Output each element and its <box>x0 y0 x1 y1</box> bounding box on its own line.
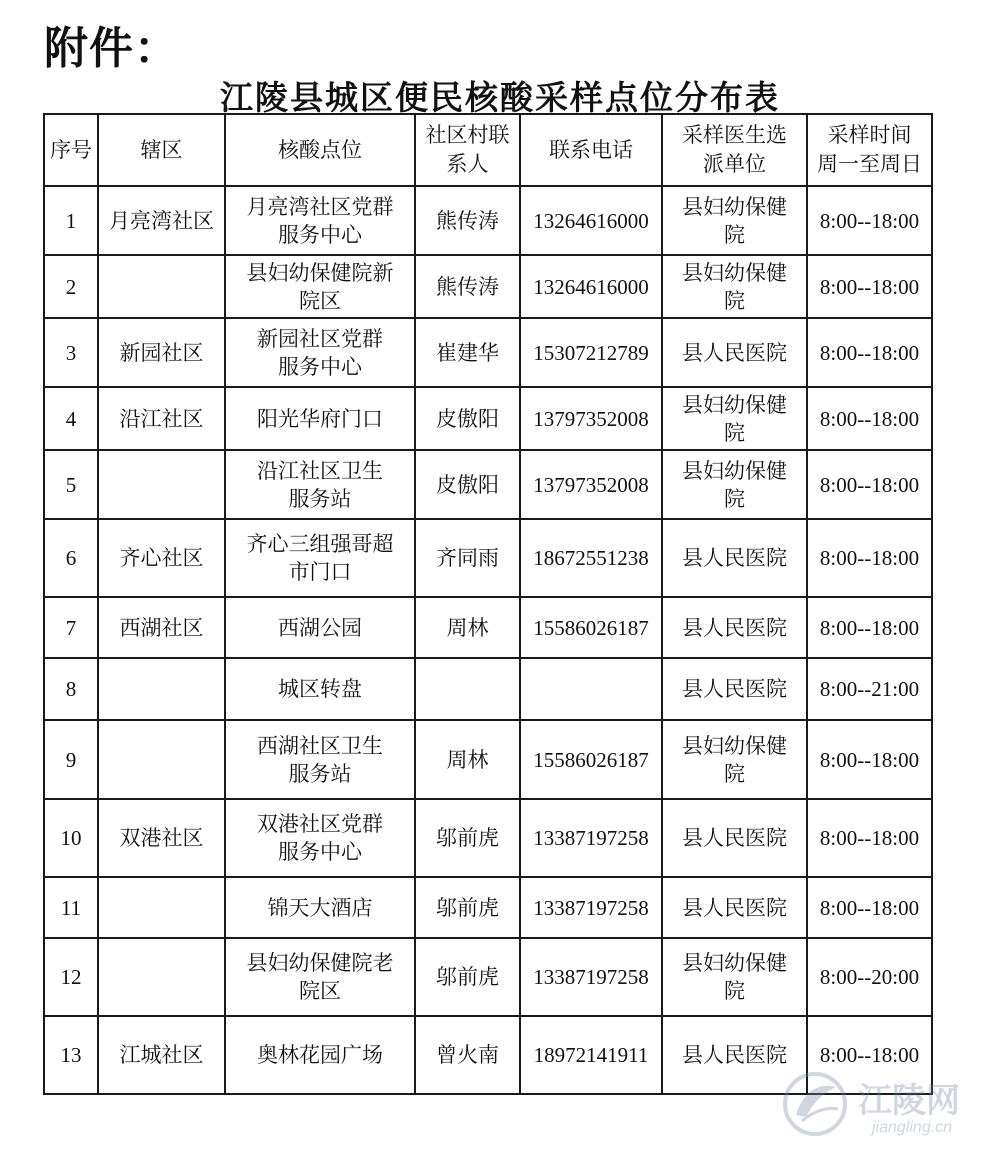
cell-district: 江城社区 <box>98 1016 225 1094</box>
cell-phone: 15586026187 <box>520 720 662 799</box>
cell-district <box>98 720 225 799</box>
table-row <box>44 720 932 799</box>
cell-district <box>98 658 225 720</box>
cell-unit: 县人民医院 <box>662 799 807 877</box>
cell-location: 新园社区党群 服务中心 <box>225 318 415 387</box>
cell-time: 8:00--18:00 <box>807 1016 932 1094</box>
watermark-url: jiangling.cn <box>872 1119 953 1136</box>
cell-unit: 县妇幼保健 院 <box>662 938 807 1016</box>
cell-location: 阳光华府门口 <box>225 387 415 450</box>
header-contact: 社区村联 系人 <box>415 114 520 186</box>
table-row <box>44 519 932 597</box>
cell-contact: 曾火南 <box>415 1016 520 1094</box>
cell-index: 7 <box>44 597 98 658</box>
cell-time: 8:00--18:00 <box>807 318 932 387</box>
cell-contact: 熊传涛 <box>415 186 520 255</box>
cell-unit: 县妇幼保健 院 <box>662 387 807 450</box>
cell-phone: 15586026187 <box>520 597 662 658</box>
cell-phone: 13387197258 <box>520 938 662 1016</box>
header-phone: 联系电话 <box>520 114 662 186</box>
cell-index: 3 <box>44 318 98 387</box>
table-row <box>44 658 932 720</box>
cell-phone: 18972141911 <box>520 1016 662 1094</box>
header-unit: 采样医生选 派单位 <box>662 114 807 186</box>
table-row <box>44 318 932 387</box>
cell-contact: 周林 <box>415 597 520 658</box>
cell-district: 齐心社区 <box>98 519 225 597</box>
cell-unit: 县人民医院 <box>662 877 807 938</box>
cell-index: 6 <box>44 519 98 597</box>
cell-contact: 齐同雨 <box>415 519 520 597</box>
cell-district: 新园社区 <box>98 318 225 387</box>
cell-time: 8:00--18:00 <box>807 519 932 597</box>
cell-phone: 18672551238 <box>520 519 662 597</box>
cell-unit: 县妇幼保健 院 <box>662 186 807 255</box>
cell-phone: 13387197258 <box>520 799 662 877</box>
cell-time: 8:00--18:00 <box>807 597 932 658</box>
table-row <box>44 186 932 255</box>
cell-district: 沿江社区 <box>98 387 225 450</box>
cell-location: 西湖社区卫生 服务站 <box>225 720 415 799</box>
cell-unit: 县人民医院 <box>662 597 807 658</box>
cell-time: 8:00--21:00 <box>807 658 932 720</box>
cell-unit: 县人民医院 <box>662 658 807 720</box>
cell-unit: 县人民医院 <box>662 1016 807 1094</box>
cell-unit: 县妇幼保健 院 <box>662 450 807 519</box>
table-row <box>44 450 932 519</box>
cell-district <box>98 938 225 1016</box>
cell-district <box>98 877 225 938</box>
table-row <box>44 387 932 450</box>
cell-time: 8:00--18:00 <box>807 255 932 318</box>
cell-index: 2 <box>44 255 98 318</box>
table-row <box>44 938 932 1016</box>
table-row <box>44 255 932 318</box>
cell-location: 县妇幼保健院老 院区 <box>225 938 415 1016</box>
cell-time: 8:00--18:00 <box>807 799 932 877</box>
header-location: 核酸点位 <box>225 114 415 186</box>
cell-contact: 熊传涛 <box>415 255 520 318</box>
cell-phone: 15307212789 <box>520 318 662 387</box>
cell-phone: 13797352008 <box>520 450 662 519</box>
cell-index: 8 <box>44 658 98 720</box>
cell-time: 8:00--18:00 <box>807 387 932 450</box>
cell-time: 8:00--18:00 <box>807 450 932 519</box>
cell-unit: 县人民医院 <box>662 519 807 597</box>
document-title: 江陵县城区便民核酸采样点位分布表 <box>220 78 780 117</box>
cell-index: 5 <box>44 450 98 519</box>
cell-contact: 周林 <box>415 720 520 799</box>
cell-index: 4 <box>44 387 98 450</box>
cell-contact <box>415 658 520 720</box>
cell-location: 沿江社区卫生 服务站 <box>225 450 415 519</box>
cell-phone: 13264616000 <box>520 255 662 318</box>
cell-index: 9 <box>44 720 98 799</box>
cell-contact: 邬前虎 <box>415 938 520 1016</box>
cell-location: 月亮湾社区党群 服务中心 <box>225 186 415 255</box>
jiangling-logo-icon <box>780 1069 850 1139</box>
cell-unit: 县人民医院 <box>662 318 807 387</box>
cell-unit: 县妇幼保健 院 <box>662 720 807 799</box>
cell-index: 13 <box>44 1016 98 1094</box>
cell-location: 双港社区党群 服务中心 <box>225 799 415 877</box>
cell-phone: 13264616000 <box>520 186 662 255</box>
cell-contact: 崔建华 <box>415 318 520 387</box>
table-header-row <box>44 114 932 186</box>
cell-location: 西湖公园 <box>225 597 415 658</box>
cell-time: 8:00--20:00 <box>807 938 932 1016</box>
table-row <box>44 877 932 938</box>
header-time: 采样时间 周一至周日 <box>807 114 932 186</box>
watermark <box>780 1067 990 1147</box>
cell-location: 城区转盘 <box>225 658 415 720</box>
header-district: 辖区 <box>98 114 225 186</box>
cell-location: 奥林花园广场 <box>225 1016 415 1094</box>
cell-district <box>98 450 225 519</box>
cell-index: 12 <box>44 938 98 1016</box>
cell-index: 11 <box>44 877 98 938</box>
cell-phone <box>520 658 662 720</box>
cell-contact: 邬前虎 <box>415 799 520 877</box>
sampling-points-table <box>43 113 933 1095</box>
cell-district <box>98 255 225 318</box>
cell-district: 西湖社区 <box>98 597 225 658</box>
cell-phone: 13797352008 <box>520 387 662 450</box>
cell-location: 锦天大酒店 <box>225 877 415 938</box>
cell-unit: 县妇幼保健 院 <box>662 255 807 318</box>
cell-contact: 皮傲阳 <box>415 387 520 450</box>
cell-phone: 13387197258 <box>520 877 662 938</box>
cell-index: 1 <box>44 186 98 255</box>
cell-location: 齐心三组强哥超 市门口 <box>225 519 415 597</box>
cell-time: 8:00--18:00 <box>807 877 932 938</box>
attachment-label: 附件： <box>44 23 179 74</box>
cell-district: 月亮湾社区 <box>98 186 225 255</box>
cell-district: 双港社区 <box>98 799 225 877</box>
table-row <box>44 597 932 658</box>
cell-location: 县妇幼保健院新 院区 <box>225 255 415 318</box>
cell-time: 8:00--18:00 <box>807 186 932 255</box>
cell-time: 8:00--18:00 <box>807 720 932 799</box>
cell-contact: 皮傲阳 <box>415 450 520 519</box>
watermark-name: 江陵网 <box>858 1081 960 1121</box>
cell-index: 10 <box>44 799 98 877</box>
header-index: 序号 <box>44 114 98 186</box>
table-row <box>44 799 932 877</box>
cell-contact: 邬前虎 <box>415 877 520 938</box>
